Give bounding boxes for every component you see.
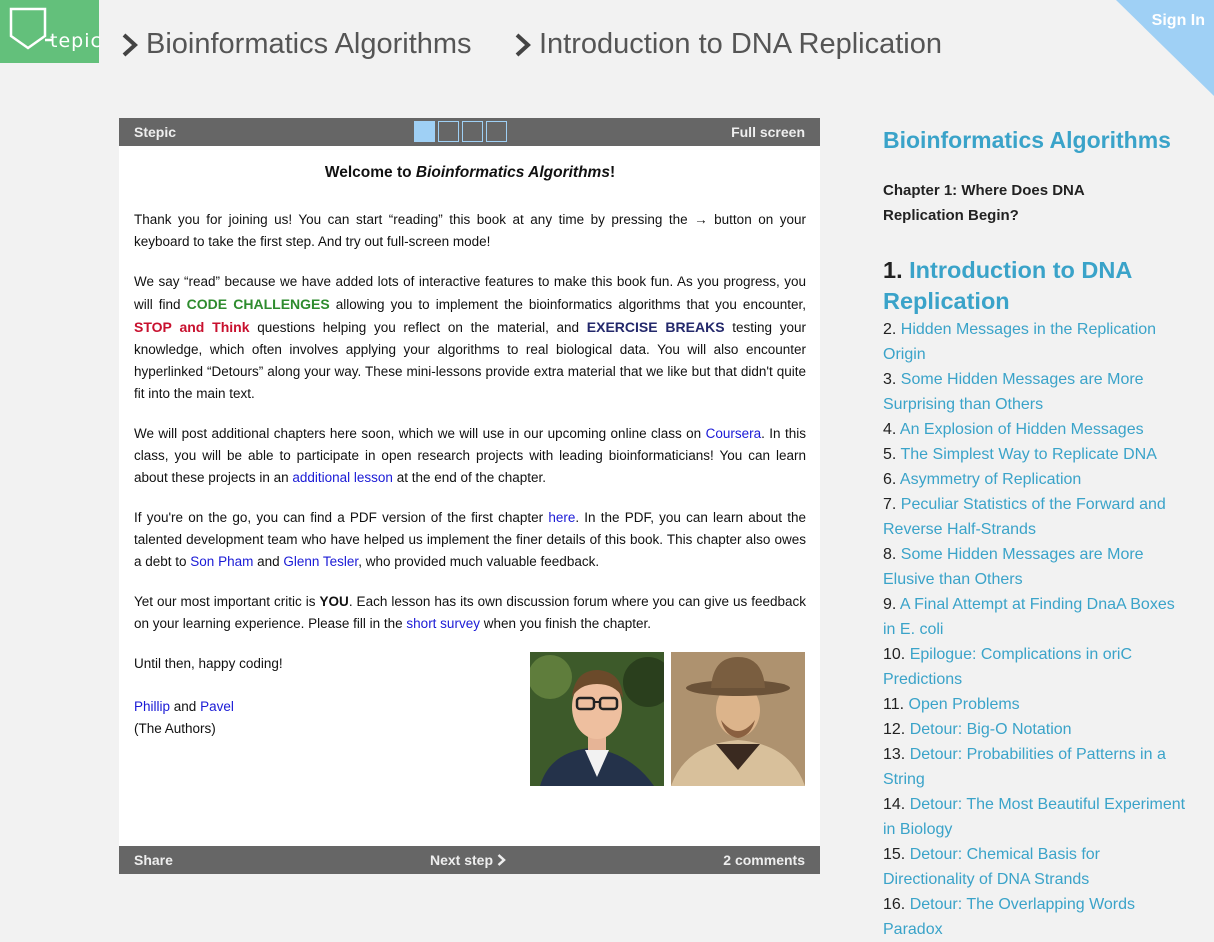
- full-screen-button[interactable]: Full screen: [731, 124, 805, 140]
- additional-lesson-link[interactable]: additional lesson: [292, 470, 393, 485]
- glenn-tesler-link[interactable]: Glenn Tesler: [283, 554, 359, 569]
- paragraph: Until then, happy coding!: [134, 656, 283, 671]
- comments-link[interactable]: 2 comments: [723, 852, 805, 868]
- toc-item[interactable]: 12. Detour: Big-O Notation: [883, 721, 1072, 738]
- sidebar-chapter-title: Chapter 1: Where Does DNA Replication Begin?: [883, 182, 1085, 224]
- son-pham-link[interactable]: Son Pham: [190, 554, 254, 569]
- step-button[interactable]: [438, 121, 459, 142]
- step-button[interactable]: [414, 121, 435, 142]
- step-button[interactable]: [462, 121, 483, 142]
- breadcrumb-course[interactable]: [120, 25, 472, 63]
- step-button[interactable]: [486, 121, 507, 142]
- breadcrumb-lesson[interactable]: [513, 25, 942, 63]
- toc-item[interactable]: 14. Detour: The Most Beautiful Experiment in Biology: [883, 796, 1186, 838]
- stepic-logo[interactable]: [0, 0, 102, 63]
- paragraph: If you're on the go, you can find a PDF version of the first chapter here. In the PDF, you can learn about the talented development team who have helped us implement the finer details of this book. This chapter also owes a debt to Son Pham and Glenn Tesler, who provided much valuable feedback.: [134, 510, 806, 569]
- lesson-card: [119, 118, 820, 874]
- phillip-link[interactable]: Phillip: [134, 699, 171, 714]
- toc-item[interactable]: 7. Peculiar Statistics of the Forward and Reverse Half-Strands: [883, 496, 1166, 538]
- toc-item[interactable]: 16. Detour: The Overlapping Words Paradox: [883, 896, 1135, 938]
- exercise-breaks-label: EXERCISE BREAKS: [586, 319, 725, 335]
- chevron-right-icon: [497, 854, 506, 866]
- paragraph: We will post additional chapters here soon, which we will use in our upcoming online class on Coursera. In this class, you will be able to participate in open research projects with leading bioinformaticians! You can learn about these projects in an additional lesson at the end of the chapter.: [134, 426, 806, 485]
- toc-item[interactable]: 8. Some Hidden Messages are More Elusive than Others: [883, 546, 1144, 588]
- sidebar-course-title[interactable]: Bioinformatics Algorithms: [883, 127, 1171, 153]
- paragraph: We say “read” because we have added lots of interactive features to make this book fun. As you progress, you will find CODE CHALLENGES allowing you to implement the bioinformatics algorithms that you encounter, STOP and Think questions helping you reflect on the material, and EXERCISE BREAKS testing your knowledge, which often involves applying your algorithms to real biological data. You will also encounter hyperlinked “Detours” along your way. These mini-lessons provide extra material that we like but that didn't quite fit into the main text.: [134, 274, 806, 401]
- toc-item[interactable]: 13. Detour: Probabilities of Patterns in a String: [883, 746, 1166, 788]
- paragraph: Thank you for joining us! You can start “reading” this book at any time by pressing the → button on your keyboard to take the first step. And try out full-screen mode!: [134, 212, 806, 249]
- short-survey-link[interactable]: short survey: [406, 616, 480, 631]
- sign-in-link[interactable]: Sign In: [1151, 12, 1205, 29]
- logo-text: tepic: [50, 30, 102, 52]
- toc-current-lesson[interactable]: 1. Introduction to DNA Replication: [883, 257, 1132, 314]
- toc-item[interactable]: 6. Asymmetry of Replication: [883, 471, 1082, 488]
- lesson-bottom-bar: [119, 846, 820, 874]
- toc-item[interactable]: 4. An Explosion of Hidden Messages: [883, 421, 1144, 438]
- chevron-right-icon: [513, 32, 539, 58]
- next-step-button[interactable]: Next step: [430, 852, 506, 868]
- share-button[interactable]: Share: [134, 852, 173, 868]
- author-photo-phillip: [530, 652, 664, 786]
- toc-item[interactable]: 10. Epilogue: Complications in oriC Predictions: [883, 646, 1133, 688]
- chevron-right-icon: [120, 32, 146, 58]
- paragraph: Yet our most important critic is YOU. Each lesson has its own discussion forum where you can give us feedback on your learning experience. Please fill in the short survey when you finish the chapter.: [134, 594, 806, 631]
- code-challenges-label: CODE CHALLENGES: [186, 296, 330, 312]
- toc-item[interactable]: 3. Some Hidden Messages are More Surprising than Others: [883, 371, 1144, 413]
- coursera-link[interactable]: Coursera: [705, 426, 762, 441]
- breadcrumb-course-label: Bioinformatics Algorithms: [146, 28, 472, 60]
- brand-label: Stepic: [134, 124, 177, 140]
- toc-item[interactable]: 5. The Simplest Way to Replicate DNA: [883, 446, 1157, 463]
- author-photo-pavel: [671, 652, 805, 786]
- toc-item[interactable]: 11. Open Problems: [883, 696, 1020, 713]
- lesson-title: Welcome to Bioinformatics Algorithms!: [324, 164, 616, 181]
- lesson-top-bar: [119, 118, 820, 146]
- toc-item[interactable]: 9. A Final Attempt at Finding DnaA Boxes in E. coli: [883, 596, 1175, 638]
- course-sidebar: [883, 124, 1193, 942]
- lesson-toc: [883, 255, 1193, 942]
- breadcrumb-lesson-label: Introduction to DNA Replication: [539, 28, 942, 60]
- pdf-here-link[interactable]: here: [548, 510, 576, 525]
- toc-item[interactable]: 15. Detour: Chemical Basis for Directionality of DNA Strands: [883, 846, 1100, 888]
- signature: Phillip and Pavel (The Authors): [134, 699, 234, 736]
- stop-and-think-label: STOP and Think: [134, 319, 250, 335]
- step-navigator: [414, 120, 510, 144]
- pavel-link[interactable]: Pavel: [200, 699, 234, 714]
- toc-item[interactable]: 2. Hidden Messages in the Replication Origin: [883, 321, 1157, 363]
